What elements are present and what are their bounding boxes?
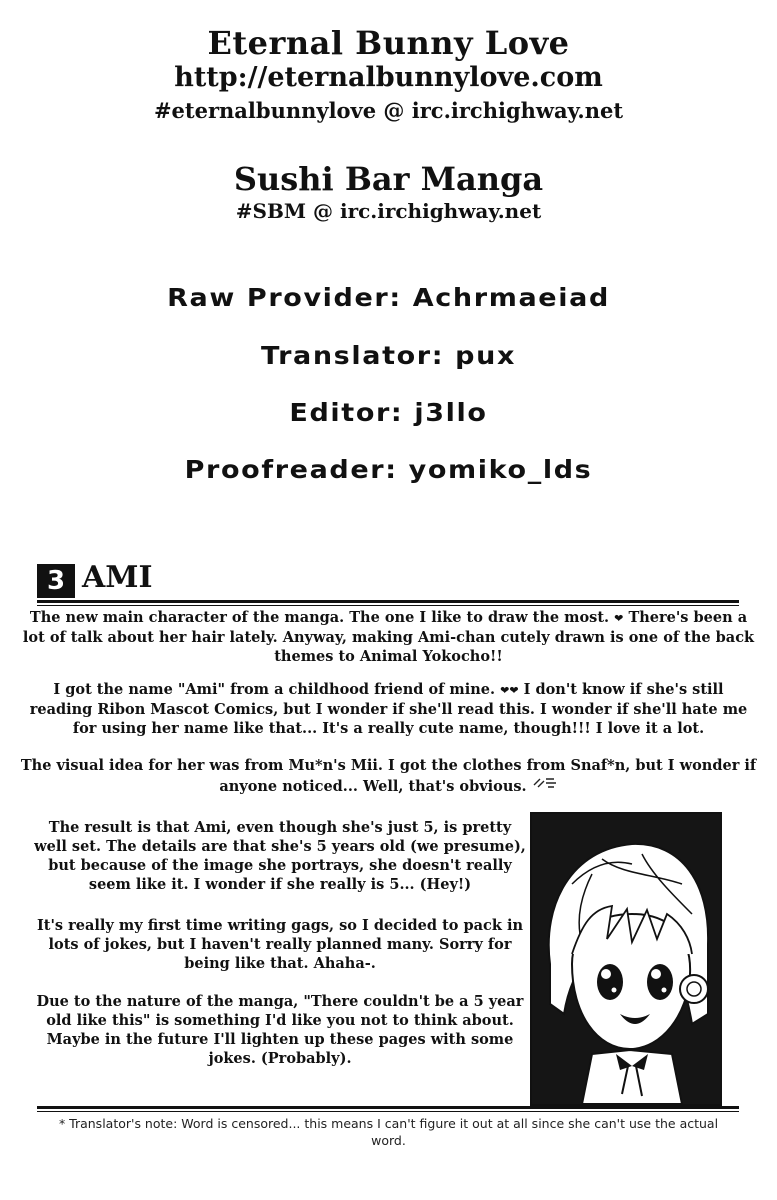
group1-url[interactable]: http://eternalbunnylove.com [174,62,603,93]
paragraph-1-text-b: There's been a lot of talk about her hair lately. Anyway, making Ami-chan cutely drawn is one of the back themes to Animal Yokocho!! [22,609,755,665]
paragraph-1 [20,608,757,666]
group1-name: Eternal Bunny Love [207,24,570,62]
paragraph-3-text: The visual idea for her was from Mu*n's Mii. I got the clothes from Snaf*n, but I wonder if anyone noticed... Well, that's obvious. [20,757,757,795]
group1-irc: #eternalbunnylove @ irc.irchighway.net [153,98,624,123]
translator-footnote: * Translator's note: Word is censored... this means I can't figure it out at all since she can't use the actual word. [58,1116,719,1148]
divider-bottom [37,1106,739,1109]
sweat-doodle-icon [532,778,558,795]
hearts-icon: ❤❤ [500,684,519,697]
section-title: AMI [82,560,153,595]
section-number: 3 [37,564,75,598]
credit-editor: Editor: j3llo [289,398,488,427]
paragraph-2 [20,680,757,738]
divider-top [37,600,739,603]
paragraph-2-text-b: I don't know if she's still reading Ribon Mascot Comics, but I wonder if she'll read this. I wonder if she'll hate me for using her name like that... It's a really cute name, though!!! I love it a lot. [29,681,748,737]
group2-name: Sushi Bar Manga [233,160,544,198]
credit-translator: Translator: pux [260,341,516,370]
credit-proofreader: Proofreader: yomiko_lds [184,455,593,484]
divider-bottom-thin [37,1111,739,1112]
heart-icon: ❤ [614,612,624,625]
paragraph-6: Due to the nature of the manga, "There couldn't be a 5 year old like this" is something I'd like you not to think about. Maybe in the future I'll lighten up these pages with some jokes. (Probably). [36,993,524,1067]
paragraph-4: The result is that Ami, even though she's just 5, is pretty well set. The details are that she's 5 years old (we presume), but because of the image she portrays, she doesn't really seem like it. I wonder if she really is 5... (Hey!) [34,819,526,893]
paragraph-3 [20,756,757,796]
ami-illustration [530,812,722,1106]
divider-top-thin [37,605,739,606]
group2-irc: #SBM @ irc.irchighway.net [235,199,542,223]
paragraph-2-text-a: I got the name "Ami" from a childhood friend of mine. [53,681,496,698]
paragraph-5: It's really my first time writing gags, so I decided to pack in lots of jokes, but I haven't really planned many. Sorry for being like that. Ahaha-. [37,917,523,972]
paragraph-1-text-a: The new main character of the manga. The one I like to draw the most. [29,609,610,626]
credit-raw-provider: Raw Provider: Achrmaeiad [167,283,610,312]
